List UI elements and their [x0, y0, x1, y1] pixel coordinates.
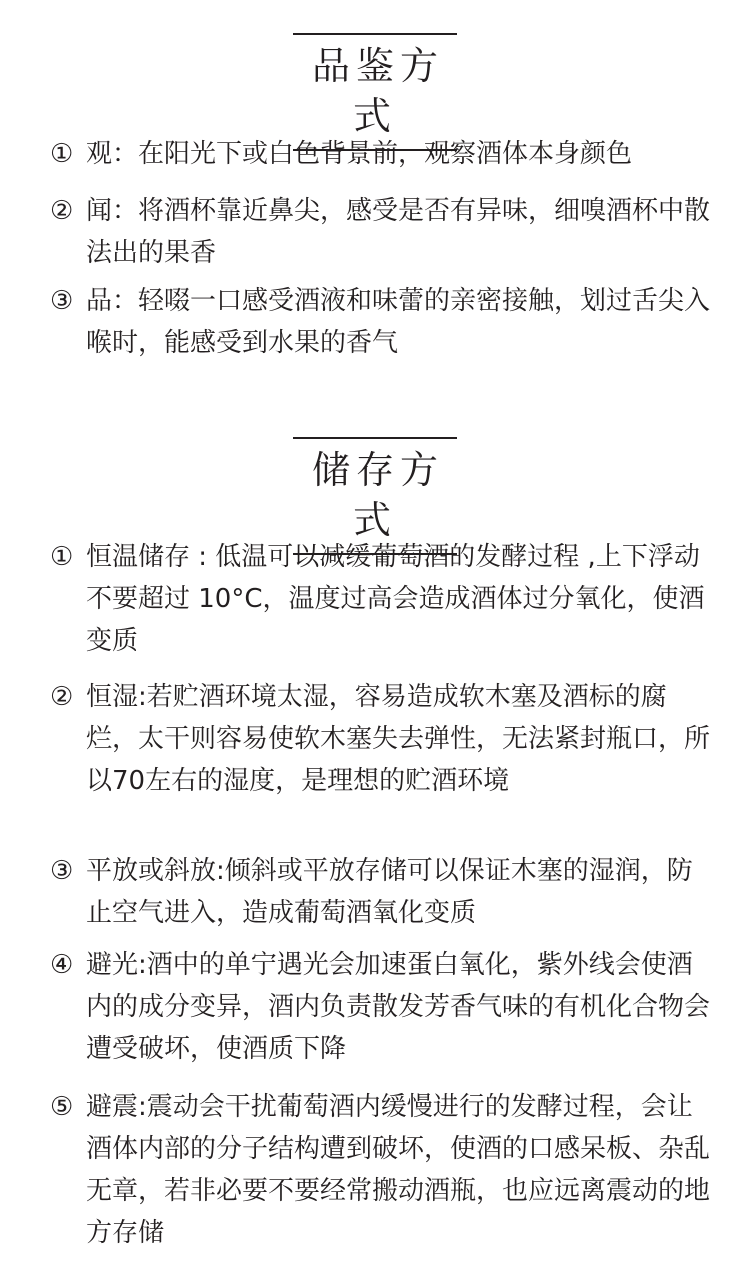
tasting-item [50, 133, 710, 175]
item-text: 观：在阳光下或白色背景前，观察酒体本身颜色 [86, 139, 633, 169]
item-number: ② [50, 682, 74, 712]
storage-item [50, 1086, 710, 1254]
storage-item [50, 850, 710, 934]
item-text: 品：轻啜一口感受酒液和味蕾的亲密接触，划过舌尖入喉时，能感受到水果的香气 [86, 286, 711, 358]
storage-item [50, 944, 710, 1070]
item-text: 避震:震动会干扰葡萄酒内缓慢进行的发酵过程，会让酒体内部的分子结构遭到破坏，使酒的口感呆板、杂乱无章，若非必要不要经常搬动酒瓶，也应远离震动的地方存储 [86, 1092, 711, 1248]
item-text: 闻：将酒杯靠近鼻尖，感受是否有异味，细嗅酒杯中散法出的果香 [86, 196, 711, 268]
item-text: 恒湿:若贮酒环境太湿，容易造成软木塞及酒标的腐烂，太干则容易使软木塞失去弹性，无法紧封瓶口，所以70左右的湿度，是理想的贮酒环境 [86, 682, 711, 796]
item-number: ① [50, 542, 74, 572]
item-number: ② [50, 196, 74, 226]
item-number: ③ [50, 286, 74, 316]
tasting-title: 品鉴方式 [293, 33, 457, 151]
item-text: 恒温储存 : 低温可以减缓葡萄酒的发酵过程 ,上下浮动不要超过 10°C，温度过高会造成酒体过分氧化，使酒变质 [86, 542, 705, 656]
item-number: ⑤ [50, 1092, 74, 1122]
item-text: 平放或斜放:倾斜或平放存储可以保证木塞的湿润，防止空气进入，造成葡萄酒氧化变质 [86, 856, 693, 928]
tasting-item [50, 280, 710, 364]
item-number: ③ [50, 856, 74, 886]
storage-title: 储存方式 [293, 437, 457, 555]
tasting-item [50, 190, 710, 274]
storage-item [50, 536, 710, 662]
item-number: ④ [50, 950, 74, 980]
item-text: 避光:酒中的单宁遇光会加速蛋白氧化，紫外线会使酒内的成分变异，酒内负责散发芳香气味的有机化合物会遭受破坏，使酒质下降 [86, 950, 711, 1064]
item-number: ① [50, 139, 74, 169]
storage-item [50, 676, 710, 802]
